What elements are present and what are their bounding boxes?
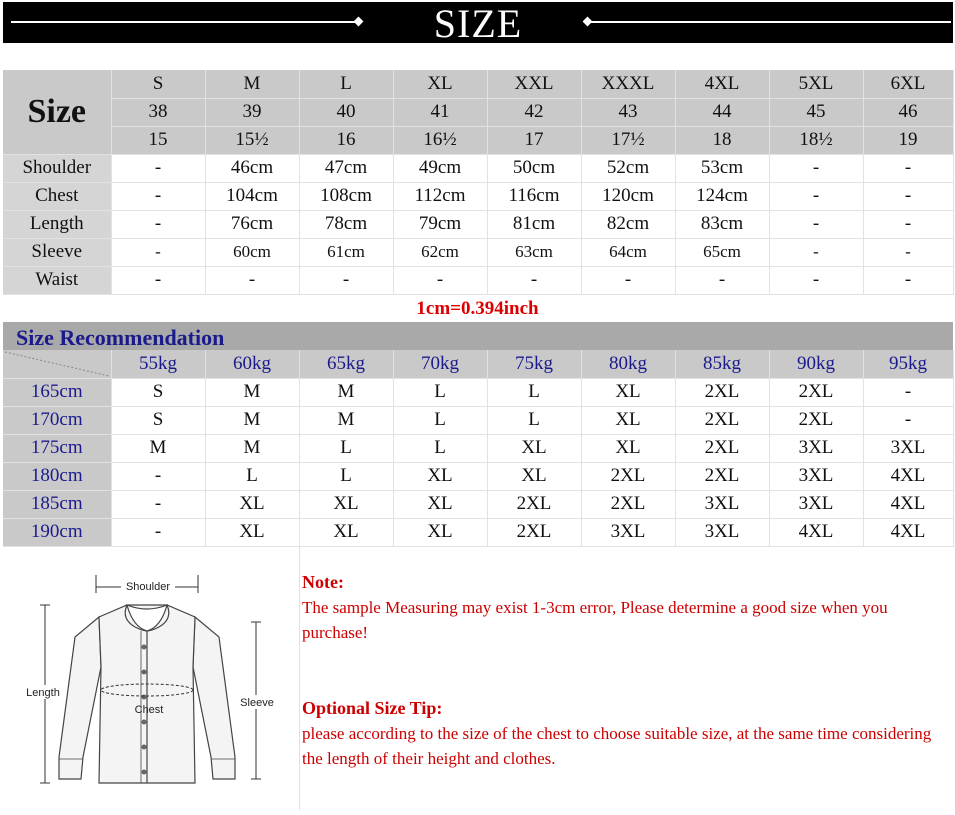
measurement-value: - xyxy=(299,266,393,294)
weight-header-cell: 90kg xyxy=(769,350,863,378)
size-us-cell: 18 xyxy=(675,126,769,154)
measurement-value: 116cm xyxy=(487,182,581,210)
recommended-size-cell: - xyxy=(863,406,953,434)
recommended-size-cell: - xyxy=(111,518,205,546)
recommended-size-cell: 3XL xyxy=(769,490,863,518)
measurement-value: - xyxy=(863,210,953,238)
recommended-size-cell: 4XL xyxy=(863,518,953,546)
recommended-size-cell: 2XL xyxy=(675,406,769,434)
weight-header-cell: 65kg xyxy=(299,350,393,378)
recommended-size-cell: 2XL xyxy=(581,490,675,518)
weight-header-cell: 70kg xyxy=(393,350,487,378)
recommended-size-cell: 3XL xyxy=(675,518,769,546)
recommended-size-cell: 2XL xyxy=(487,518,581,546)
recommended-size-cell: S xyxy=(111,378,205,406)
size-letter-cell: 6XL xyxy=(863,70,953,98)
size-letter-cell: XXL xyxy=(487,70,581,98)
recommended-size-cell: L xyxy=(393,406,487,434)
chest-label: Chest xyxy=(134,704,164,716)
height-row xyxy=(3,462,953,490)
measurement-value: 53cm xyxy=(675,154,769,182)
size-us-cell: 16 xyxy=(299,126,393,154)
measurement-row xyxy=(3,266,953,294)
recommended-size-cell: S xyxy=(111,406,205,434)
measurement-value: - xyxy=(769,238,863,266)
height-label: 185cm xyxy=(3,490,111,518)
recommended-size-cell: XL xyxy=(487,434,581,462)
recommended-size-cell: 2XL xyxy=(769,406,863,434)
tip-heading: Optional Size Tip: xyxy=(302,698,443,718)
recommended-size-cell: M xyxy=(205,378,299,406)
sleeve-label: Sleeve xyxy=(240,697,274,709)
recommended-size-cell: XL xyxy=(487,462,581,490)
size-us-cell: 17½ xyxy=(581,126,675,154)
recommended-size-cell: XL xyxy=(393,490,487,518)
measurement-value: 124cm xyxy=(675,182,769,210)
recommended-size-cell: XL xyxy=(581,406,675,434)
recommended-size-cell: 3XL xyxy=(769,462,863,490)
size-banner xyxy=(3,1,953,46)
measurement-value: - xyxy=(769,266,863,294)
recommended-size-cell: L xyxy=(487,378,581,406)
size-eu-cell: 40 xyxy=(299,98,393,126)
measurement-value: - xyxy=(205,266,299,294)
measurement-row xyxy=(3,154,953,182)
recommended-size-cell: M xyxy=(205,406,299,434)
size-eu-cell: 42 xyxy=(487,98,581,126)
size-corner-label: Size xyxy=(3,70,111,154)
height-row xyxy=(3,434,953,462)
measurement-value: - xyxy=(769,182,863,210)
measurement-value: - xyxy=(863,154,953,182)
size-letter-cell: 5XL xyxy=(769,70,863,98)
measurement-row xyxy=(3,182,953,210)
diagram-separator xyxy=(299,547,300,810)
measurement-value: 112cm xyxy=(393,182,487,210)
recommended-size-cell: 2XL xyxy=(675,434,769,462)
measurement-label: Waist xyxy=(3,266,111,294)
recommended-size-cell: M xyxy=(111,434,205,462)
size-us-cell: 17 xyxy=(487,126,581,154)
size-recommendation-header xyxy=(3,322,953,350)
recommended-size-cell: L xyxy=(393,378,487,406)
recommended-size-cell: XL xyxy=(299,518,393,546)
recommended-size-cell: 2XL xyxy=(581,462,675,490)
measurement-value: 81cm xyxy=(487,210,581,238)
size-eu-cell: 44 xyxy=(675,98,769,126)
weight-header-row xyxy=(3,350,953,378)
measurement-value: - xyxy=(863,182,953,210)
note-section xyxy=(302,570,952,645)
measurement-value: 65cm xyxy=(675,238,769,266)
banner-line-right xyxy=(591,21,951,23)
recommended-size-cell: - xyxy=(863,378,953,406)
recommended-size-cell: 3XL xyxy=(863,434,953,462)
corner-diagonal xyxy=(3,350,111,378)
recommended-size-cell: L xyxy=(205,462,299,490)
height-row xyxy=(3,518,953,546)
size-letter-cell: M xyxy=(205,70,299,98)
recommended-size-cell: XL xyxy=(205,518,299,546)
tip-text: please according to the size of the chest to choose suitable size, at the same time considering the length of their height and clothes. xyxy=(302,724,932,768)
size-us-cell: 16½ xyxy=(393,126,487,154)
measurement-value: 104cm xyxy=(205,182,299,210)
size-eu-cell: 38 xyxy=(111,98,205,126)
size-us-row xyxy=(3,126,953,154)
size-us-cell: 18½ xyxy=(769,126,863,154)
size-eu-cell: 45 xyxy=(769,98,863,126)
measurement-value: 50cm xyxy=(487,154,581,182)
size-us-cell: 15 xyxy=(111,126,205,154)
size-us-cell: 15½ xyxy=(205,126,299,154)
size-eu-cell: 41 xyxy=(393,98,487,126)
size-eu-row xyxy=(3,98,953,126)
measurement-value: 62cm xyxy=(393,238,487,266)
garment-measurement-diagram xyxy=(3,547,300,810)
weight-header-cell: 95kg xyxy=(863,350,953,378)
measurement-label: Shoulder xyxy=(3,154,111,182)
measurement-value: - xyxy=(675,266,769,294)
recommended-size-cell: 3XL xyxy=(675,490,769,518)
measurement-value: 120cm xyxy=(581,182,675,210)
recommended-size-cell: M xyxy=(205,434,299,462)
height-row xyxy=(3,490,953,518)
size-letter-row xyxy=(3,70,953,98)
measurement-value: - xyxy=(581,266,675,294)
sleeve-dimension xyxy=(235,622,279,779)
unit-conversion: 1cm=0.394inch xyxy=(416,298,539,319)
measurement-value: 108cm xyxy=(299,182,393,210)
size-letter-cell: L xyxy=(299,70,393,98)
measurement-label: Length xyxy=(3,210,111,238)
note-heading: Note: xyxy=(302,572,344,592)
measurement-value: 78cm xyxy=(299,210,393,238)
measurement-value: - xyxy=(769,154,863,182)
recommended-size-cell: XL xyxy=(393,462,487,490)
measurement-value: 83cm xyxy=(675,210,769,238)
height-label: 175cm xyxy=(3,434,111,462)
measurement-value: 46cm xyxy=(205,154,299,182)
recommended-size-cell: L xyxy=(393,434,487,462)
weight-header-cell: 55kg xyxy=(111,350,205,378)
size-us-cell: 19 xyxy=(863,126,953,154)
measurement-value: 79cm xyxy=(393,210,487,238)
recommended-size-cell: 4XL xyxy=(863,490,953,518)
size-chart-table xyxy=(3,70,954,295)
note-text: The sample Measuring may exist 1-3cm error, Please determine a good size when you purchase! xyxy=(302,598,888,642)
size-letter-cell: S xyxy=(111,70,205,98)
measurement-label: Chest xyxy=(3,182,111,210)
size-recommendation-table xyxy=(3,350,954,547)
corner-cell xyxy=(3,350,111,378)
length-dimension xyxy=(21,605,61,783)
measurement-row xyxy=(3,238,953,266)
shoulder-dimension xyxy=(96,575,198,593)
measurement-value: - xyxy=(769,210,863,238)
measurement-value: - xyxy=(393,266,487,294)
size-recommendation-title: Size Recommendation xyxy=(16,325,225,350)
recommended-size-cell: - xyxy=(111,490,205,518)
recommended-size-cell: M xyxy=(299,406,393,434)
measurement-value: - xyxy=(111,210,205,238)
height-row xyxy=(3,406,953,434)
size-eu-cell: 43 xyxy=(581,98,675,126)
size-letter-cell: XXXL xyxy=(581,70,675,98)
measurement-value: - xyxy=(111,154,205,182)
measurement-label: Sleeve xyxy=(3,238,111,266)
recommended-size-cell: 2XL xyxy=(769,378,863,406)
recommended-size-cell: L xyxy=(299,434,393,462)
recommended-size-cell: L xyxy=(487,406,581,434)
weight-header-cell: 60kg xyxy=(205,350,299,378)
recommended-size-cell: 2XL xyxy=(487,490,581,518)
weight-header-cell: 85kg xyxy=(675,350,769,378)
recommended-size-cell: - xyxy=(111,462,205,490)
banner-title: SIZE xyxy=(433,1,523,46)
measurement-value: 52cm xyxy=(581,154,675,182)
measurement-value: 60cm xyxy=(205,238,299,266)
height-row xyxy=(3,378,953,406)
recommended-size-cell: 4XL xyxy=(863,462,953,490)
measurement-value: - xyxy=(863,238,953,266)
measurement-value: - xyxy=(863,266,953,294)
measurement-value: 47cm xyxy=(299,154,393,182)
recommended-size-cell: XL xyxy=(299,490,393,518)
recommended-size-cell: XL xyxy=(581,434,675,462)
weight-header-cell: 80kg xyxy=(581,350,675,378)
size-eu-cell: 46 xyxy=(863,98,953,126)
recommended-size-cell: XL xyxy=(393,518,487,546)
recommended-size-cell: XL xyxy=(581,378,675,406)
length-label: Length xyxy=(26,687,60,699)
recommended-size-cell: XL xyxy=(205,490,299,518)
recommended-size-cell: 3XL xyxy=(769,434,863,462)
measurement-row xyxy=(3,210,953,238)
shoulder-label: Shoulder xyxy=(125,581,171,593)
size-letter-cell: 4XL xyxy=(675,70,769,98)
measurement-value: - xyxy=(111,238,205,266)
shirt-outline xyxy=(59,605,235,783)
recommended-size-cell: 2XL xyxy=(675,462,769,490)
measurement-value: - xyxy=(111,182,205,210)
measurement-value: 64cm xyxy=(581,238,675,266)
recommended-size-cell: 2XL xyxy=(675,378,769,406)
height-label: 190cm xyxy=(3,518,111,546)
measurement-value: - xyxy=(111,266,205,294)
size-tip-section xyxy=(302,696,952,771)
measurement-value: 82cm xyxy=(581,210,675,238)
measurement-value: 61cm xyxy=(299,238,393,266)
measurement-value: - xyxy=(487,266,581,294)
recommended-size-cell: 4XL xyxy=(769,518,863,546)
measurement-value: 49cm xyxy=(393,154,487,182)
height-label: 170cm xyxy=(3,406,111,434)
size-eu-cell: 39 xyxy=(205,98,299,126)
size-letter-cell: XL xyxy=(393,70,487,98)
recommended-size-cell: L xyxy=(299,462,393,490)
height-label: 165cm xyxy=(3,378,111,406)
recommended-size-cell: M xyxy=(299,378,393,406)
height-label: 180cm xyxy=(3,462,111,490)
measurement-value: 76cm xyxy=(205,210,299,238)
weight-header-cell: 75kg xyxy=(487,350,581,378)
measurement-value: 63cm xyxy=(487,238,581,266)
recommended-size-cell: 3XL xyxy=(581,518,675,546)
